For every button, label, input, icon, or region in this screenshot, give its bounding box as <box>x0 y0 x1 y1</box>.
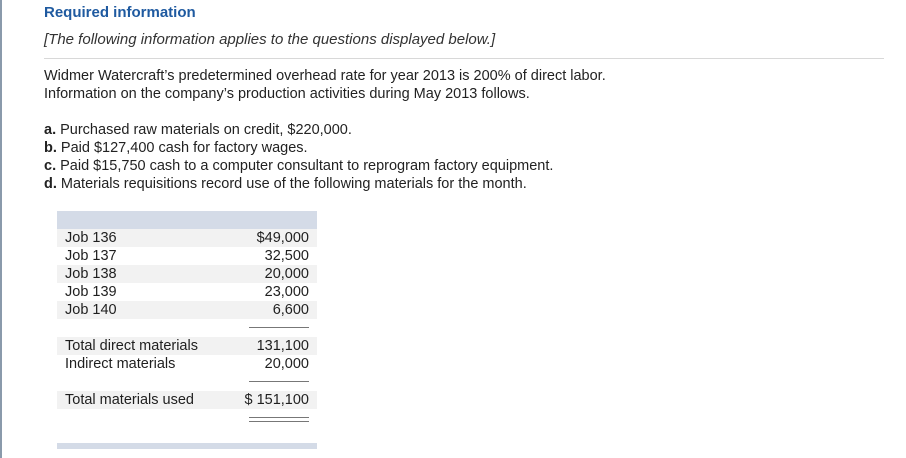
activity-item-d <box>44 175 553 193</box>
left-border <box>0 0 2 458</box>
row-value: 23,000 <box>264 284 309 300</box>
table-row <box>57 247 317 265</box>
double-underline-bottom <box>249 421 309 422</box>
divider <box>44 58 884 59</box>
row-label: Total materials used <box>65 392 194 408</box>
row-value: 131,100 <box>256 338 309 354</box>
table-row <box>57 265 317 283</box>
heading: Required information <box>44 4 196 21</box>
item-text: Paid $127,400 cash for factory wages. <box>56 140 308 156</box>
total-underline <box>249 381 309 382</box>
table-row <box>57 355 317 373</box>
item-letter: d. <box>44 176 57 192</box>
intro-line-1: Widmer Watercraft’s predetermined overhead rate for year 2013 is 200% of direct labor. <box>44 68 606 84</box>
table-row <box>57 301 317 319</box>
item-letter: a. <box>44 122 57 138</box>
row-value: $49,000 <box>256 230 309 246</box>
item-text: Purchased raw materials on credit, $220,000. <box>56 122 352 138</box>
intro-paragraph <box>44 67 606 103</box>
table-header-band <box>57 211 317 229</box>
row-label: Job 139 <box>65 284 117 300</box>
activity-list <box>44 121 553 193</box>
row-value: 20,000 <box>264 266 309 282</box>
activity-item-c <box>44 157 553 175</box>
row-value: $ 151,100 <box>244 392 309 408</box>
row-value: 32,500 <box>264 248 309 264</box>
item-letter: c. <box>44 158 57 174</box>
row-value: 6,600 <box>272 302 309 318</box>
row-label: Job 140 <box>65 302 117 318</box>
row-label: Job 137 <box>65 248 117 264</box>
row-label: Total direct materials <box>65 338 198 354</box>
item-text: Materials requisitions record use of the following materials for the month. <box>56 176 527 192</box>
row-value: 20,000 <box>264 356 309 372</box>
row-label: Job 136 <box>65 230 117 246</box>
table-footer-band <box>57 443 317 449</box>
table-row <box>57 283 317 301</box>
activity-item-b <box>44 139 553 157</box>
activity-item-a <box>44 121 553 139</box>
table-row <box>57 337 317 355</box>
row-label: Job 138 <box>65 266 117 282</box>
item-letter: b. <box>44 140 57 156</box>
materials-table <box>57 211 317 451</box>
table-row <box>57 391 317 409</box>
note: [The following information applies to the questions displayed below.] <box>44 31 496 48</box>
subtotal-underline <box>249 327 309 328</box>
intro-line-2: Information on the company’s production activities during May 2013 follows. <box>44 86 530 102</box>
double-underline-top <box>249 417 309 418</box>
item-text: Paid $15,750 cash to a computer consultant to reprogram factory equipment. <box>56 158 554 174</box>
row-label: Indirect materials <box>65 356 176 372</box>
table-row <box>57 229 317 247</box>
